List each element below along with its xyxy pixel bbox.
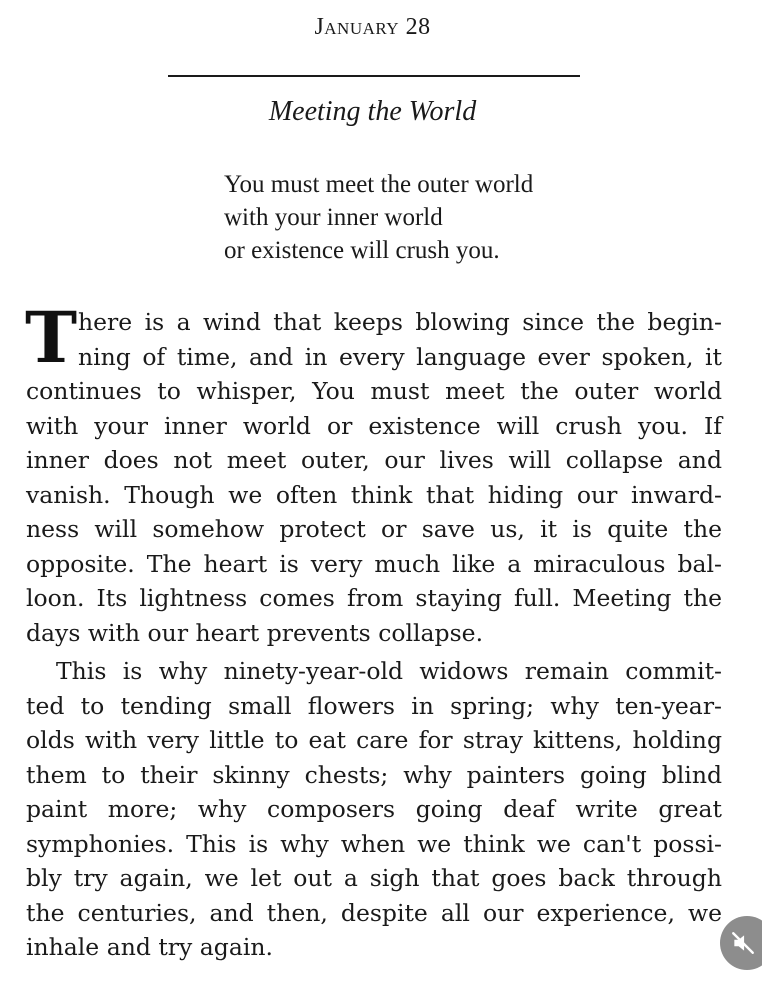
text-line: This is why ninety-year-old widows remain commit- (56, 657, 722, 685)
date-heading: January 28 (314, 14, 431, 40)
text-line: ning of time, and in every language ever spoken, it (78, 342, 722, 371)
paragraph (25, 296, 722, 650)
paragraph (26, 654, 722, 965)
text-line: them to their skinny chests; why painters going blind (26, 760, 722, 789)
text-line: days with our heart prevents collapse. (26, 618, 484, 647)
epigraph-line: with your inner world (224, 204, 443, 231)
text-line: the centuries, and then, despite all our experience, we (26, 898, 722, 927)
text-line: vanish. Though we often think that hiding our inward- (26, 480, 722, 509)
text-line: olds with very little to eat care for stray kittens, holding (26, 726, 722, 754)
text-line: loon. Its lightness comes from staying full. Meeting the (26, 584, 722, 612)
text-line: continues to whisper, You must meet the outer world (26, 377, 722, 405)
speaker-muted-icon (730, 930, 756, 956)
body-text (25, 296, 722, 965)
mute-button[interactable] (720, 916, 762, 970)
text-line: paint more; why composers going deaf write great (26, 795, 722, 823)
text-line: with your inner world or existence will crush you. If (26, 411, 722, 440)
divider (168, 75, 580, 77)
text-line: ness will somehow protect or save us, it is quite the (26, 515, 722, 543)
text-line: inhale and try again. (26, 933, 273, 961)
epigraph-line: You must meet the outer world (224, 171, 534, 198)
text-line: inner does not meet outer, our lives will collapse and (26, 446, 722, 474)
epigraph-line: or existence will crush you. (224, 237, 500, 264)
text-line: here is a wind that keeps blowing since the begin- (78, 308, 722, 336)
text-line: symphonies. This is why when we think we can't possi- (26, 829, 722, 858)
text-line: ted to tending small flowers in spring; why ten-year- (26, 691, 722, 720)
page-title: Meeting the World (268, 96, 477, 127)
epigraph (224, 168, 533, 267)
text-line: bly try again, we let out a sigh that goes back through (26, 864, 722, 892)
drop-cap: T (25, 296, 78, 379)
text-line: opposite. The heart is very much like a miraculous bal- (26, 549, 722, 578)
